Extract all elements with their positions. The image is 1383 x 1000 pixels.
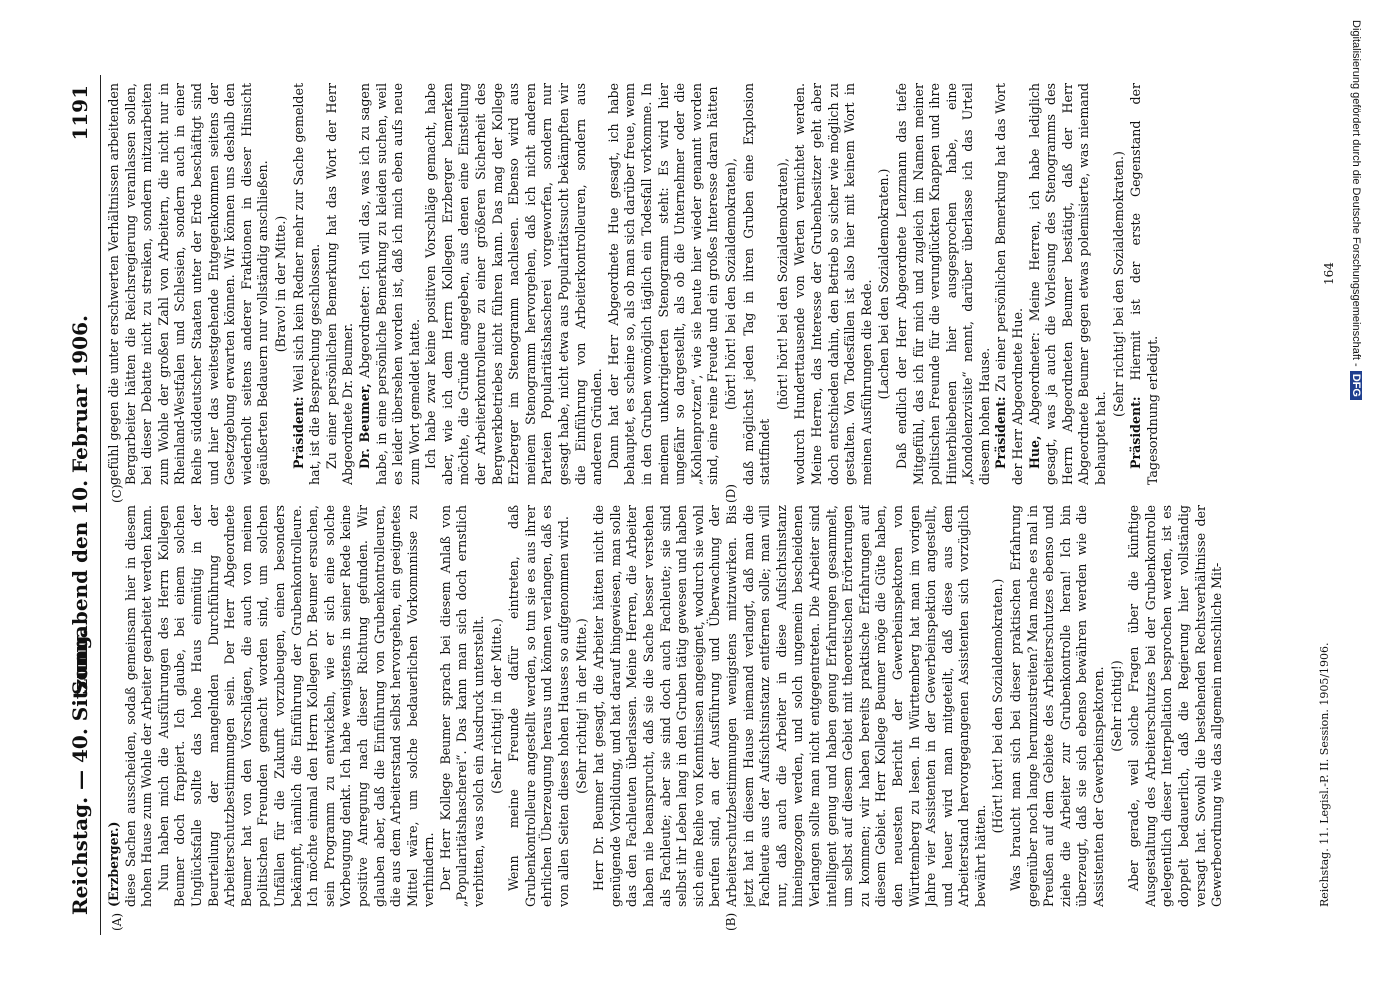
paragraph: Der Herr Kollege Beumer sprach bei diesem Anlaß von „Popularitätshascherei“. Das kann man sich doch ernstlich verbitten, was solch ein Ausdruck unterstellt. [437, 505, 487, 907]
stage-direction: (hört! hört! bei den Sozialdemokraten), [722, 158, 738, 410]
stage-direction: (Lachen bei den Sozialdemokraten.) [876, 168, 892, 400]
paragraph: Was braucht man sich bei dieser praktischen Erfahrung gegenüber noch lange herumzustreiten? Man mache es mal in Preußen auf dem Gebiete des Arbeiterschutzes ebenso und ziehe die Arbeiter zur Grubenkontrolle heran! Ich bin überzeugt, daß sie sich ebenso bewähren werden wie die Assistenten der Gewerbeinspektoren. [1008, 505, 1107, 907]
speech-text: Zu einer persönlichen Bemerkung hat das Wort der Herr Abgeordnete Hue. [993, 83, 1026, 485]
stage-direction: (Bravo! in der Mitte.) [272, 215, 288, 353]
stage-direction: (Sehr richtig!) [1108, 660, 1124, 752]
page-header [64, 75, 101, 935]
paragraph [1027, 83, 1110, 485]
header-left: Reichstag. — 40. Sitzung. [68, 628, 92, 915]
margin-mark-a: (A) [110, 912, 124, 931]
margin-mark-c: (C) [110, 484, 124, 503]
stage-direction: (hört! hört! bei den Sozialdemokraten), [774, 158, 790, 410]
speaker-label: Hue, [1026, 435, 1042, 469]
stage-direction: (Hört! hört! bei den Sozialdemokraten.) [990, 578, 1006, 834]
paragraph [993, 83, 1026, 485]
digitization-credit [1350, 20, 1362, 980]
paragraph: daß möglichst jeden Tag in ihren Gruben eine Explosion stattfindet [740, 83, 773, 485]
margin-mark-b: (B) [724, 912, 738, 931]
paragraph: Daß endlich der Herr Abgeordnete Lenzmann das tiefe Mitgefühl, das ich für mich und zugleich im Namen meiner politischen Freunde für die verunglückten Knappen und ihre Hinterbliebenen hier ausgesprochen habe, eine „Kondolenzvisite“ nennt, darüber überlasse ich das Urteil diesem hohen Hause. [893, 83, 992, 485]
text-column-left [106, 505, 1316, 907]
paragraph: Nun haben mich die Ausführungen des Herrn Kollegen Beumer doch frappiert. Ich glaube, bei einem solchen Unglücksfalle sollte das hohe Haus einmütig in der Beurteilung der mangelnden Durchführung der Arbeiterschutzbestimmungen sein. Der Herr Abgeordnete Beumer hat von den Vorschlägen, die auch von meinen politischen Freunden gemacht worden sind, um solchen Unfällen für die Zukunft vorzubeugen, einen besonders bekämpft, nämlich die Einführung der Grubenkontrolleure. Ich möchte einmal den Herrn Kollegen Dr. Beumer ersuchen, sein Programm zu entwickeln, wie er sich eine solche Vorbeugung denkt. Ich habe wenigstens in seiner Rede keine positive Anregung nach dieser Richtung gefunden. Wir glauben aber, daß die Einführung von Grubenkontrolleuren, die aus dem Arbeiterstand selbst hervorgehen, ein geeignetes Mittel wäre, um solche bedauerlichen Vorkommnisse zu verhindern. [155, 505, 437, 907]
paragraph: Herr Dr. Beumer hat gesagt, die Arbeiter hätten nicht die genügende Vorbildung, und hat darauf hingewiesen, man solle das den Fachleuten überlassen. Meine Herren, die Arbeiter haben nie beansprucht, daß sie die Sache besser verstehen als Fachleute; aber sie sind doch auch Fachleute; sie sind selbst ihr Leben lang in den Gruben tätig gewesen und haben sich eine Reihe von Kenntnissen angeeignet, wodurch sie wohl berufen sind, an der Ausführung und Überwachung der Arbeiterschutzbestimmungen wenigstens mitzuwirken. Bis jetzt hat in diesem Hause niemand verlangt, daß man die Fachleute aus der Aufsichtsinstanz entfernen solle; man will nur, daß auch die Arbeiter in diese Aufsichtsinstanz hineingezogen werden, und solch ungemein bescheidenen Verlangen sollte man nicht entgegentreten. Die Arbeiter sind intelligent genug und haben genug Erfahrungen gesammelt, um selbst auf diesem Gebiet mit theoretischen Erörterungen zu kommen; wir haben bereits praktische Erfahrungen auf diesem Gebiet. Herr Kollege Beumer möge die Güte haben, den neuesten Bericht der Gewerbeinspektoren von Württemberg zu lesen. In Württemberg hat man im vorigen Jahre vier Assistenten in der Gewerbeinspektion angestellt, und heuer wird man mitgeteilt, daß diese aus dem Arbeiterstand hervorgegangenen Assistenten sich vorzüglich bewährt hätten. [591, 505, 988, 907]
paragraph: Zu einer persönlichen Bemerkung hat das Wort der Herr Abgeordnete Dr. Beumer. [323, 83, 356, 485]
speech-text: Hiermit ist der erste Gegenstand der Tagesordnung erledigt. [1128, 83, 1160, 485]
paragraph [291, 83, 324, 485]
stage-direction: (Sehr richtig! in der Mitte.) [573, 618, 589, 794]
header-date: Sonnabend den 10. Februar 1906. [68, 315, 92, 695]
stage-direction: (Sehr richtig! in der Mitte.) [488, 618, 504, 794]
credit-text: Digitalisierung gefördert durch die Deutsche Forschungsgemeinschaft - [1350, 20, 1362, 367]
speaker-label: (Erzberger.) [106, 821, 121, 907]
margin-mark-d: (D) [724, 484, 738, 503]
header-page-number: 1191 [68, 85, 92, 141]
speaker-label: Präsident: [1128, 396, 1144, 469]
sheet-number: 164 [1322, 262, 1336, 285]
speech-text: Abgeordneter: Ich will das, was ich zu sagen habe, in eine persönliche Bemerkung zu kleiden suchen, weil es leider übersehen worden ist, daß ich mich eben aufs neue zum Wort gemeldet hatte. [356, 83, 422, 485]
speaker-label: Präsident: [993, 396, 1009, 469]
speaker-label: Präsident: [290, 396, 306, 469]
paragraph: Aber gerade, weil solche Fragen über die künftige Ausgestaltung des Arbeiterschutzes bei der Grubenkontrolle gelegentlich dieser Interpellation besprochen werden, ist es doppelt bedauerlich, daß die Regierung hier vollständig versagt hat. Sowohl die bestehenden Rechtsverhältnisse der Gewerbeordnung wie das allgemein menschliche Mit- [1126, 505, 1225, 907]
paragraph [357, 83, 423, 485]
speech-text: Abgeordneter: Meine Herren, ich habe lediglich gesagt, was ja auch die Vorlesung des Stenogramms des Herrn Abgeordneten Beumer bestätigt, daß der Herr Abgeordnete Beumer gegen etwas polemisierte, was niemand behauptet hat. [1026, 83, 1109, 485]
paragraph [1128, 83, 1161, 485]
stage-direction: (Sehr richtig! bei den Sozialdemokraten.) [1110, 151, 1126, 417]
paragraph: diese Sachen ausscheiden, sodaß gemeinsam hier in diesem hohen Hause zum Wohle der Arbeiter gearbeitet werden kann. [122, 505, 155, 907]
paragraph: Wenn meine Freunde dafür eintreten, daß Grubenkontrolleure angestellt werden, so tun sie es aus ihrer ehrlichen Überzeugung heraus und können verlangen, daß es von allen Seiten dieses hohen Hauses so aufgenommen wird. [506, 505, 572, 907]
paragraph: Ich habe zwar keine positiven Vorschläge gemacht, habe aber, wie ich dem Herrn Kollegen Erzberger bemerken möchte, die Gründe angegeben, aus denen eine Einstellung der Arbeiterkontrolleure zu einer größeren Sicherheit des Bergwerkbetriebes nicht führen kann. Das mag der Kollege Erzberger im Stenogramm nachlesen. Ebenso wird aus meinem Stenogramm hervorgehen, daß ich nicht anderen Parteien Popularitätshascherei vorgeworfen, sondern nur gesagt habe, nicht etwa aus Popularitätssucht bekämpften wir die Einführung von Arbeiterkontrolleuren, sondern aus anderen Gründen. [423, 83, 605, 485]
speech-text: Weil sich kein Redner mehr zur Sache gemeldet hat, ist die Besprechung geschlossen. [290, 83, 323, 485]
speaker-label: Dr. Beumer, [356, 383, 372, 469]
page-footer: Reichstag. 11. Legisl.-P. II. Session. 1905/1906. [1318, 642, 1331, 907]
dfg-logo: DFG [1350, 371, 1362, 400]
paragraph: wodurch Hunderttausende von Werten vernichtet werden. Meine Herren, das Interesse der Grubenbesitzer geht aber doch entschieden dahin, den Betrieb so sicher wie möglich zu gestalten. Von Todesfällen ist also hier mit keinem Wort in meinen Ausführungen die Rede. [792, 83, 874, 485]
paragraph: gefühl gegen die unter erschwerten Verhältnissen arbeitenden Bergarbeiter hätten die Reichsregierung veranlassen sollen, bei dieser Debatte nicht zu streiken, sondern mitzuarbeiten zum Wohle der großen Zahl von Arbeitern, die nicht nur in Rheinland-Westfalen und Schlesien, sondern auch in einer Reihe süddeutscher Staaten unter der Erde beschäftigt sind und hier das weitestgehende Entgegenkommen seitens der Gesetzgebung erwarten können. Wir können uns deshalb den wiederholt seitens anderer Fraktionen in dieser Hinsicht geäußerten Bedauern nur vollständig anschließen. [106, 83, 271, 485]
paragraph: Dann hat der Herr Abgeordnete Hue gesagt, ich habe behauptet, es scheine so, als ob man sich darüber freue, wenn in den Gruben womöglich täglich ein Todesfall vorkomme. In meinem unkorrigierten Stenogramm steht: Es wird hier ungefähr so dargestellt, als ob die Unternehmer oder die „Kohlenprotzen“, wie sie heute hier wieder genannt worden sind, eine reine Freude und ein großes Interesse daran hätten [605, 83, 721, 485]
text-column-right [106, 83, 1316, 485]
rotated-page-content [64, 75, 1354, 935]
